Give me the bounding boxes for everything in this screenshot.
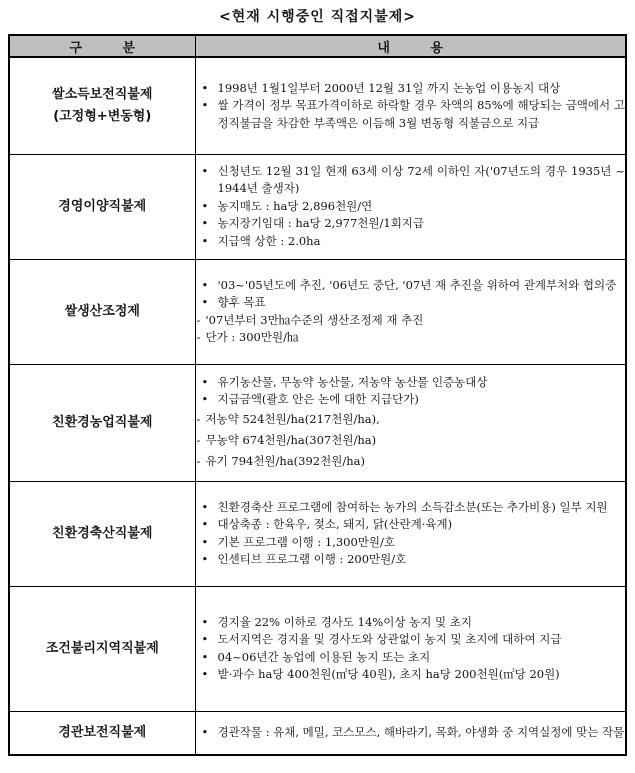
row-items xyxy=(196,374,626,472)
row-name-text: 경영이양직불제 xyxy=(58,198,147,214)
list-item: • 04~06년간 농업에 이용된 농지 또는 초지 xyxy=(196,649,626,667)
row-items xyxy=(196,277,626,347)
list-item: • 대상축종 : 한육우, 젖소, 돼지, 닭(산란계·육계) xyxy=(196,516,626,534)
list-item: • 기본 프로그램 이행 : 1,300만원/호 xyxy=(196,534,626,552)
header-category: 구 분 xyxy=(9,35,195,57)
table-row xyxy=(9,57,626,154)
row-name-text: 쌀소득보전직불제 (고정형+변동형) xyxy=(52,86,153,124)
table-row xyxy=(9,154,626,259)
table-row xyxy=(9,481,626,586)
row-name xyxy=(9,364,195,481)
row-items xyxy=(196,80,626,133)
header-content: 내 용 xyxy=(195,35,626,57)
row-content xyxy=(195,711,626,755)
row-name-text: 친환경농업직불제 xyxy=(52,414,153,430)
row-name-text: 경관보전직불제 xyxy=(58,724,147,740)
row-name-text: 쌀생산조정제 xyxy=(64,303,140,319)
row-content xyxy=(195,259,626,364)
list-item: - '07년부터 3만㏊수준의 생산조정제 재 추진 xyxy=(196,312,626,330)
row-items xyxy=(196,724,626,742)
list-item: • 1998년 1월1일부터 2000년 12월 31일 까지 논농업 이용농지 대상 xyxy=(196,80,626,98)
list-item: • 밭·과수 ha당 400천원(㎡당 40원), 초지 ha당 200천원(㎡당 20원) xyxy=(196,666,626,684)
list-item: - 무농약 674천원/ha(307천원/ha) xyxy=(196,430,626,451)
list-item: • 지급금액(괄호 안은 논에 대한 지급단가) xyxy=(196,391,626,409)
list-item: - 저농약 524천원/ha(217천원/ha), xyxy=(196,409,626,430)
row-items xyxy=(196,499,626,569)
list-item: • 지급액 상한 : 2.0ha xyxy=(196,233,626,251)
page-title: <현재 시행중인 직접지불제> xyxy=(219,9,416,25)
row-name xyxy=(9,481,195,586)
row-content xyxy=(195,586,626,711)
row-items xyxy=(196,614,626,684)
row-name-text: 조건불리지역직불제 xyxy=(45,640,159,656)
row-name xyxy=(9,711,195,755)
row-items xyxy=(196,163,626,251)
table-header-row xyxy=(9,35,626,57)
list-item: • 도서지역은 경지율 및 경사도와 상관없이 농지 및 초지에 대하여 지급 xyxy=(196,631,626,649)
list-item: • 신청년도 12월 31일 현재 63세 이상 72세 이하인 자('07년도의 경우 1935년 ~ 1944년 출생자) xyxy=(196,163,626,198)
table-row xyxy=(9,259,626,364)
list-item: • 경관작물 : 유채, 메밀, 코스모스, 해바라기, 목화, 야생화 중 지역실정에 맞는 작물 xyxy=(196,724,626,742)
table-row xyxy=(9,586,626,711)
list-item: • 농지매도 : ha당 2,896천원/연 xyxy=(196,198,626,216)
row-content xyxy=(195,57,626,154)
list-item: - 유기 794천원/ha(392천원/ha) xyxy=(196,451,626,472)
list-item: • '03~'05년도에 추진, '06년도 중단, '07년 재 추진을 위하여 관계부처와 협의중 xyxy=(196,277,626,295)
row-name xyxy=(9,259,195,364)
list-item: • 향후 목표 xyxy=(196,294,626,312)
list-item: - 단가 : 300만원/㏊ xyxy=(196,329,626,347)
row-content xyxy=(195,364,626,481)
row-content xyxy=(195,481,626,586)
list-item: • 쌀 가격이 정부 목표가격이하로 하락할 경우 차액의 85%에 해당되는 금액에서 고정직불금을 차감한 부족액은 이듬해 3월 변동형 직불금으로 지급 xyxy=(196,97,626,132)
list-item: • 친환경축산 프로그램에 참여하는 농가의 소득감소분(또는 추가비용) 일부 지원 xyxy=(196,499,626,517)
list-item: • 농지장기임대 : ha당 2,977천원/1회지급 xyxy=(196,215,626,233)
list-item: • 인센티브 프로그램 이행 : 200만원/호 xyxy=(196,551,626,569)
table-body xyxy=(9,57,626,755)
row-name xyxy=(9,154,195,259)
row-content xyxy=(195,154,626,259)
table-row xyxy=(9,364,626,481)
table-row xyxy=(9,711,626,755)
row-name xyxy=(9,57,195,154)
list-item: • 경지율 22% 이하로 경사도 14%이상 농지 및 초지 xyxy=(196,614,626,632)
row-name xyxy=(9,586,195,711)
list-item: • 유기농산물, 무농약 농산물, 저농약 농산물 인증농대상 xyxy=(196,374,626,392)
subsidy-table xyxy=(8,34,627,756)
row-name-text: 친환경축산직불제 xyxy=(52,525,153,541)
